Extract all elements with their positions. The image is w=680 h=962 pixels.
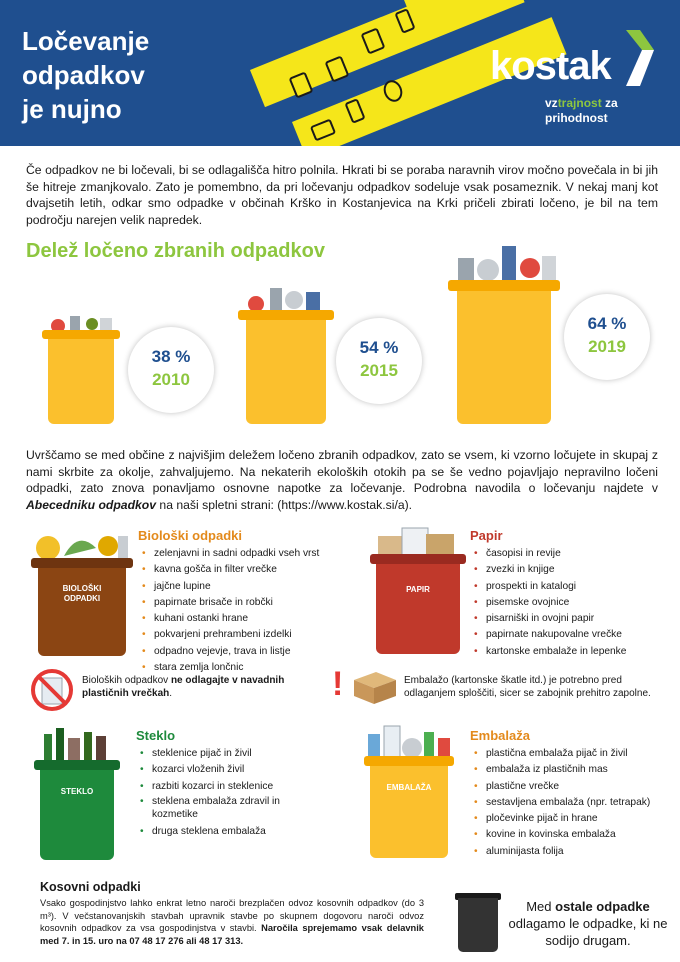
bin-lid-2019 bbox=[448, 280, 560, 291]
bottles-icon bbox=[40, 724, 116, 764]
list-item: • jajčne lupine bbox=[142, 579, 319, 595]
list-item: • kartonske embalaže in lepenke bbox=[474, 644, 626, 660]
list-item: • papirnate nakupovalne vrečke bbox=[474, 627, 626, 643]
ostale-bold: ostale odpadke bbox=[555, 899, 650, 914]
list-item: • kovine in kovinska embalaža bbox=[474, 827, 650, 843]
glass-bin-label: STEKLO bbox=[60, 787, 94, 796]
bio-title: Biološki odpadki bbox=[138, 528, 243, 543]
stat-percent: 54 % bbox=[359, 338, 399, 357]
list-item: • kavna gošča in filter vrečke bbox=[142, 562, 319, 578]
bin-2015 bbox=[246, 320, 326, 424]
glass-bin-lid bbox=[34, 760, 120, 770]
kosovni-bold: Naročila sprejemamo vsak delavnik med 7. in 15. uro na 07 48 17 276 ali 48 17 313. bbox=[40, 923, 424, 946]
list-item: • pokvarjeni prehrambeni izdelki bbox=[142, 627, 319, 643]
list-item: • plastična embalaža pijač in živil bbox=[474, 746, 650, 762]
list-item: • stara zemlja lončnic bbox=[142, 660, 319, 676]
list-item: • pločevinke pijač in hrane bbox=[474, 811, 650, 827]
stat-year: 2019 bbox=[588, 337, 626, 356]
bin-2019 bbox=[457, 291, 551, 424]
arrow-chevron-icon bbox=[620, 30, 660, 86]
tagline-line2: prihodnost bbox=[545, 111, 608, 125]
stat-percent: 38 % bbox=[151, 347, 191, 366]
list-item: • časopisi in revije bbox=[474, 546, 626, 562]
stat-year: 2010 bbox=[152, 370, 190, 389]
bio-list bbox=[142, 546, 319, 676]
title-line-3: je nujno bbox=[22, 94, 122, 124]
stat-circle-2015 bbox=[336, 318, 422, 404]
bio-note bbox=[82, 674, 316, 700]
ostale-note bbox=[508, 898, 668, 949]
header bbox=[0, 0, 680, 146]
packaging-title: Embalaža bbox=[470, 728, 530, 743]
stat-circle-2019 bbox=[564, 294, 650, 380]
list-item: • prospekti in katalogi bbox=[474, 579, 626, 595]
page-title bbox=[22, 24, 149, 126]
packaging-bin-label: EMBALAŽA bbox=[386, 783, 432, 792]
title-line-2: odpadkov bbox=[22, 60, 145, 90]
paper-note: Embalažo (kartonske škatle itd.) je potrebno pred odlaganjem sploščiti, sicer se zabojnik prehitro zapolne. bbox=[404, 675, 651, 699]
paper-bin-lid bbox=[370, 554, 466, 564]
box-icon bbox=[350, 666, 400, 706]
bin-lid-2015 bbox=[238, 310, 334, 320]
abecednik-link[interactable]: Abecedniku odpadkov bbox=[26, 497, 157, 512]
no-plastic-bag-icon bbox=[30, 668, 74, 712]
bio-bin bbox=[38, 568, 126, 656]
ostale-text: Med bbox=[526, 899, 556, 914]
packaging-bin bbox=[370, 766, 448, 858]
list-item: • zvezki in knjige bbox=[474, 562, 626, 578]
para2-text-end: na naši spletni strani: (https://www.kostak.si/a). bbox=[156, 497, 413, 512]
bin-2010 bbox=[48, 339, 114, 424]
paper-title: Papir bbox=[470, 528, 503, 543]
brand-tagline bbox=[545, 96, 618, 126]
list-item: • plastične vrečke bbox=[474, 779, 650, 795]
packaging-bin-lid bbox=[364, 756, 454, 766]
glass-title: Steklo bbox=[136, 728, 176, 743]
kosovni-text: Vsako gospodinjstvo lahko enkrat letno naroči brezplačen odvoz kosovnih odpadkov (do 3 m³). V večstanovanjskih stavbah upravnik stavbe po skupnem dogovoru naroči odvoz kosovnih odpadkov za vsa gospodinjstva v stavbi. bbox=[40, 898, 424, 933]
bio-bin-label: BIOLOŠKI ODPADKI bbox=[62, 584, 102, 603]
paper-pile-icon bbox=[374, 522, 460, 558]
bio-note-end: . bbox=[169, 688, 173, 699]
bio-note-text: Bioloških odpadkov bbox=[82, 675, 171, 686]
list-item: • odpadno vejevje, trava in listje bbox=[142, 644, 319, 660]
list-item: • papirnate brisače in robčki bbox=[142, 595, 319, 611]
paper-bin-label: PAPIR bbox=[406, 585, 430, 594]
instructions-paragraph bbox=[26, 447, 658, 513]
tagline-prefix: vz bbox=[545, 96, 558, 110]
brand-logo: kostak bbox=[490, 44, 611, 88]
bio-note-bold: ne odlagajte v navadnih plastičnih vrečkah bbox=[82, 675, 285, 699]
list-item: • steklena embalaža zdravil in kozmetike bbox=[140, 795, 300, 824]
title-line-1: Ločevanje bbox=[22, 26, 150, 56]
bio-bin-lid bbox=[31, 558, 133, 568]
list-item: • steklenice pijač in živil bbox=[140, 746, 300, 762]
list-item: • embalaža iz plastičnih mas bbox=[474, 762, 650, 778]
stat-year: 2015 bbox=[360, 361, 398, 380]
glass-list bbox=[140, 746, 300, 840]
warning-icon: ! bbox=[332, 665, 344, 703]
list-item: • sestavljena embalaža (npr. tetrapak) bbox=[474, 795, 650, 811]
stat-percent: 64 % bbox=[587, 314, 627, 333]
glass-bin bbox=[40, 770, 114, 860]
section-title: Delež ločeno zbranih odpadkov bbox=[26, 240, 325, 262]
list-item: • kozarci vloženih živil bbox=[140, 762, 300, 778]
list-item: • razbiti kozarci in steklenice bbox=[140, 779, 300, 795]
kosovni-title: Kosovni odpadki bbox=[40, 880, 141, 894]
tagline-suffix: za bbox=[601, 96, 618, 110]
bin-lid-2010 bbox=[42, 330, 120, 339]
list-item: • druga steklena embalaža bbox=[140, 824, 300, 840]
list-item: • pisemske ovojnice bbox=[474, 595, 626, 611]
list-item: • pisarniški in ovojni papir bbox=[474, 611, 626, 627]
tagline-highlight: trajnost bbox=[557, 96, 602, 110]
food-waste-icon bbox=[30, 526, 134, 562]
list-item: • zelenjavni in sadni odpadki vseh vrst bbox=[142, 546, 319, 562]
packaging-list bbox=[474, 746, 650, 860]
kosovni-paragraph bbox=[40, 897, 424, 947]
paper-list bbox=[474, 546, 626, 660]
black-bin bbox=[458, 898, 498, 952]
stat-circle-2010 bbox=[128, 327, 214, 413]
list-item: • kuhani ostanki hrane bbox=[142, 611, 319, 627]
paper-bin bbox=[376, 564, 460, 654]
intro-paragraph: Če odpadkov ne bi ločevali, bi se odlagališča hitro polnila. Hkrati bi se poraba naravnih virov močno povečala in bi jih še hitreje zmanjkovalo. Zato je pomembno, da pri ločevanju odpadkov sodeluje vsak posameznik. V nekaj manj kot dvajsetih letih, odkar smo odpadke v občinah Krško in Kostanjevica na Krki pričeli zbirati ločeno, je bil na tem področju narejen velik napredek. bbox=[26, 163, 658, 227]
list-item: • aluminijasta folija bbox=[474, 844, 650, 860]
para2-text: Uvrščamo se med občine z najvišjim deležem ločeno zbranih odpadkov, zato se vsem, ki vzorno ločujete in skupaj z nami skrbite za okolje, zahvaljujemo. Na nekaterih ekoloških otokih pa se še vedno pojavljajo nepravilno ločeni odpadki, zato znova ponavljamo osnovne napotke za ločevanje. Podrobna navodila o ločevanju najdete v bbox=[26, 448, 658, 495]
ostale-text-end: odlagamo le odpadke, ki ne sodijo drugam. bbox=[508, 916, 668, 948]
